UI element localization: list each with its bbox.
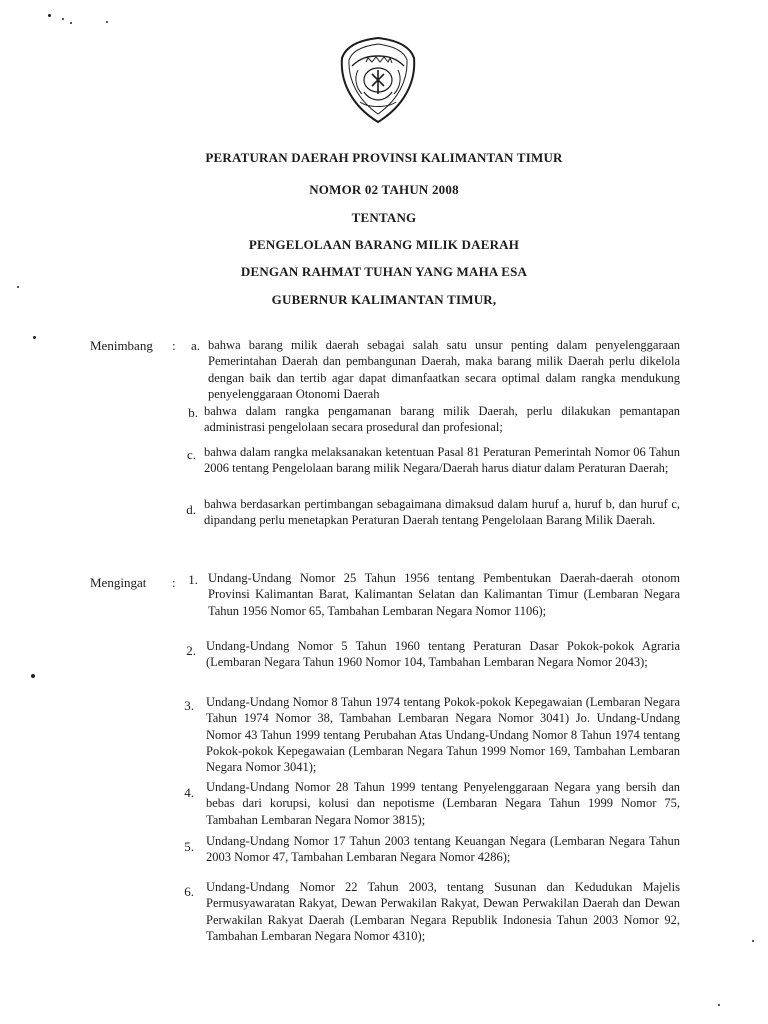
scan-speck [106, 21, 108, 23]
regulation-subject: PENGELOLAAN BARANG MILIK DAERAH [248, 237, 520, 252]
menimbang-item-marker: b. [188, 405, 198, 420]
mengingat-item-text: Undang-Undang Nomor 22 Tahun 2003, tentang Susunan dan Kedudukan Majelis Permusyawaratan Rakyat, Dewan Perwakilan Rakyat, Dewan Perwakilan Daerah dan Dewan Perwakilan Rakyat Daerah (Lembaran Negara Republik Indonesia Tahun 2003 Nomor 92, Tambahan Lembaran Negara Nomor 4310); [206, 880, 680, 943]
menimbang-item-text: bahwa berdasarkan pertimbangan sebagaimana dimaksud dalam huruf a, huruf b, dan huruf c, dipandang perlu menetapkan Peraturan Daerah tentang Pengelolaan Barang Milik Daerah. [204, 497, 680, 528]
regulation-title: PERATURAN DAERAH PROVINSI KALIMANTAN TIMUR [205, 150, 563, 165]
menimbang-item-text: bahwa dalam rangka melaksanakan ketentuan Pasal 81 Peraturan Pemerintah Nomor 06 Tahun 2006 tentang Pengelolaan barang milik Negara/Daerah harus diatur dalam Peraturan Daerah; [204, 445, 680, 476]
regulation-number: NOMOR 02 TAHUN 2008 [309, 182, 459, 197]
mengingat-item-text: Undang-Undang Nomor 28 Tahun 1999 tentang Penyelenggaraan Negara yang bersih dan bebas dari korupsi, kolusi dan nepotisme (Lembaran Negara Tahun 1999 Nomor 75, Tambahan Lembaran Negara Nomor 3815); [206, 780, 680, 827]
scan-speck [33, 336, 36, 339]
menimbang-item-marker: d. [186, 502, 196, 517]
menimbang-label: Menimbang [90, 338, 153, 353]
regulation-issuer: GUBERNUR KALIMANTAN TIMUR, [271, 292, 497, 307]
mengingat-item-marker: 3. [184, 698, 194, 713]
mengingat-item-text: Undang-Undang Nomor 8 Tahun 1974 tentang Pokok-pokok Kepegawaian (Lembaran Negara Tahun 1974 Nomor 38, Tambahan Lembaran Negara Nomor 3041) Jo. Undang-Undang Nomor 43 Tahun 1999 tentang Perubahan Atas Undang-Undang Nomor 8 Tahun 1974 tentang Pokok-pokok Kepegawaian (Lembaran Negara Tahun 1999 Nomor 169, Tambahan Lembaran Negara Nomor 3041); [206, 695, 680, 775]
scan-speck [70, 22, 72, 24]
mengingat-item-marker: 4. [184, 785, 194, 800]
scan-speck [17, 286, 19, 288]
mengingat-colon: : [172, 575, 176, 590]
mengingat-item-marker: 6. [184, 884, 194, 899]
mengingat-item-text: Undang-Undang Nomor 5 Tahun 1960 tentang Peraturan Dasar Pokok-pokok Agraria (Lembaran Negara Tahun 1960 Nomor 104, Tambahan Lembaran Negara Nomor 2043); [206, 639, 680, 670]
mengingat-item-marker: 1. [188, 572, 198, 587]
scan-speck [718, 1004, 720, 1006]
scan-speck [31, 674, 35, 678]
mengingat-item-marker: 5. [184, 839, 194, 854]
regulation-blessing: DENGAN RAHMAT TUHAN YANG MAHA ESA [240, 264, 528, 279]
menimbang-item-marker: a. [190, 338, 200, 353]
mengingat-item-text: Undang-Undang Nomor 17 Tahun 2003 tentang Keuangan Negara (Lembaran Negara Tahun 2003 Nomor 47, Tambahan Lembaran Negara Nomor 4286); [206, 834, 680, 865]
regulation-about: TENTANG [351, 210, 417, 225]
scan-speck [62, 18, 64, 20]
scan-speck [752, 940, 754, 942]
menimbang-item-text: bahwa dalam rangka pengamanan barang milik Daerah, perlu dilakukan pemantapan administrasi pengelolaan secara prosedural dan profesional; [204, 404, 680, 435]
menimbang-item-text: bahwa barang milik daerah sebagai salah satu unsur penting dalam penyelenggaraan Pemerintahan Daerah dan pembangunan Daerah, maka barang milik Daerah perlu dikelola dengan baik dan tertib agar dapat dimanfaatkan secara optimal dalam rangka mendukung penyelenggaraan Otonomi Daerah [208, 338, 680, 401]
mengingat-item-text: Undang-Undang Nomor 25 Tahun 1956 tentang Pembentukan Daerah-daerah otonom Provinsi Kalimantan Barat, Kalimantan Selatan dan Kalimantan Timur (Lembaran Negara Tahun 1956 Nomor 65, Tambahan Lembaran Negara Nomor 1106); [208, 571, 680, 618]
mengingat-item-marker: 2. [186, 643, 196, 658]
menimbang-item-marker: c. [186, 447, 196, 462]
coat-of-arms-emblem [338, 36, 418, 126]
mengingat-label: Mengingat [90, 575, 147, 590]
menimbang-colon: : [172, 338, 176, 353]
scan-speck [48, 14, 51, 17]
